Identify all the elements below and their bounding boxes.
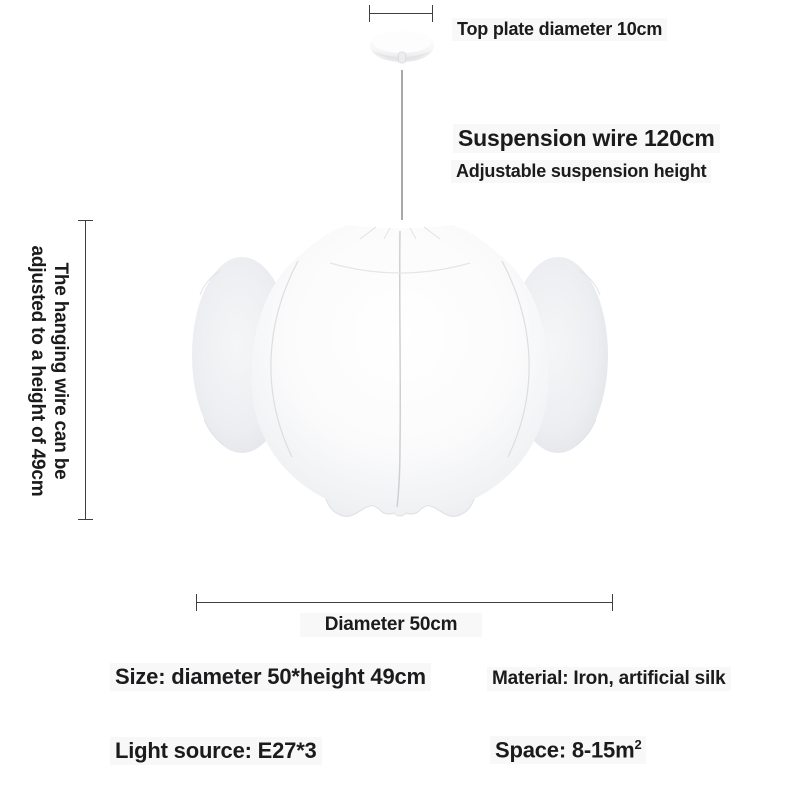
- dimension-tick-left: [369, 5, 370, 22]
- canopy-top-face: [373, 31, 431, 53]
- dimension-tick-left: [196, 594, 197, 611]
- dimension-line: [196, 602, 613, 603]
- label-top-plate-diameter: Top plate diameter 10cm: [452, 18, 667, 41]
- pendant-lamp-illustration: [180, 205, 620, 525]
- label-diameter: Diameter 50cm: [300, 613, 482, 637]
- dimension-tick-right: [612, 594, 613, 611]
- spec-material: Material: Iron, artificial silk: [487, 667, 731, 691]
- label-suspension-wire: Suspension wire 120cm: [453, 124, 720, 153]
- dimension-tick-right: [432, 5, 433, 22]
- label-hanging-wire-note: [26, 225, 72, 517]
- cord-grip: [399, 52, 406, 63]
- spec-space-text: Space: 8-15m: [495, 737, 635, 763]
- note-line-2: adjusted to a height of 49cm: [27, 245, 48, 497]
- dimension-line: [369, 13, 433, 14]
- suspension-wire: [401, 70, 403, 220]
- spec-space-superscript: 2: [634, 737, 642, 752]
- label-adjustable-height: Adjustable suspension height: [451, 160, 711, 183]
- spec-light-source: Light source: E27*3: [110, 737, 322, 765]
- dimension-tick-bottom: [78, 519, 93, 520]
- spec-space: [490, 736, 646, 764]
- note-line-1: The hanging wire can be: [50, 262, 71, 480]
- dimension-tick-top: [78, 220, 93, 221]
- spec-size: Size: diameter 50*height 49cm: [110, 663, 431, 691]
- dimension-line: [85, 220, 86, 520]
